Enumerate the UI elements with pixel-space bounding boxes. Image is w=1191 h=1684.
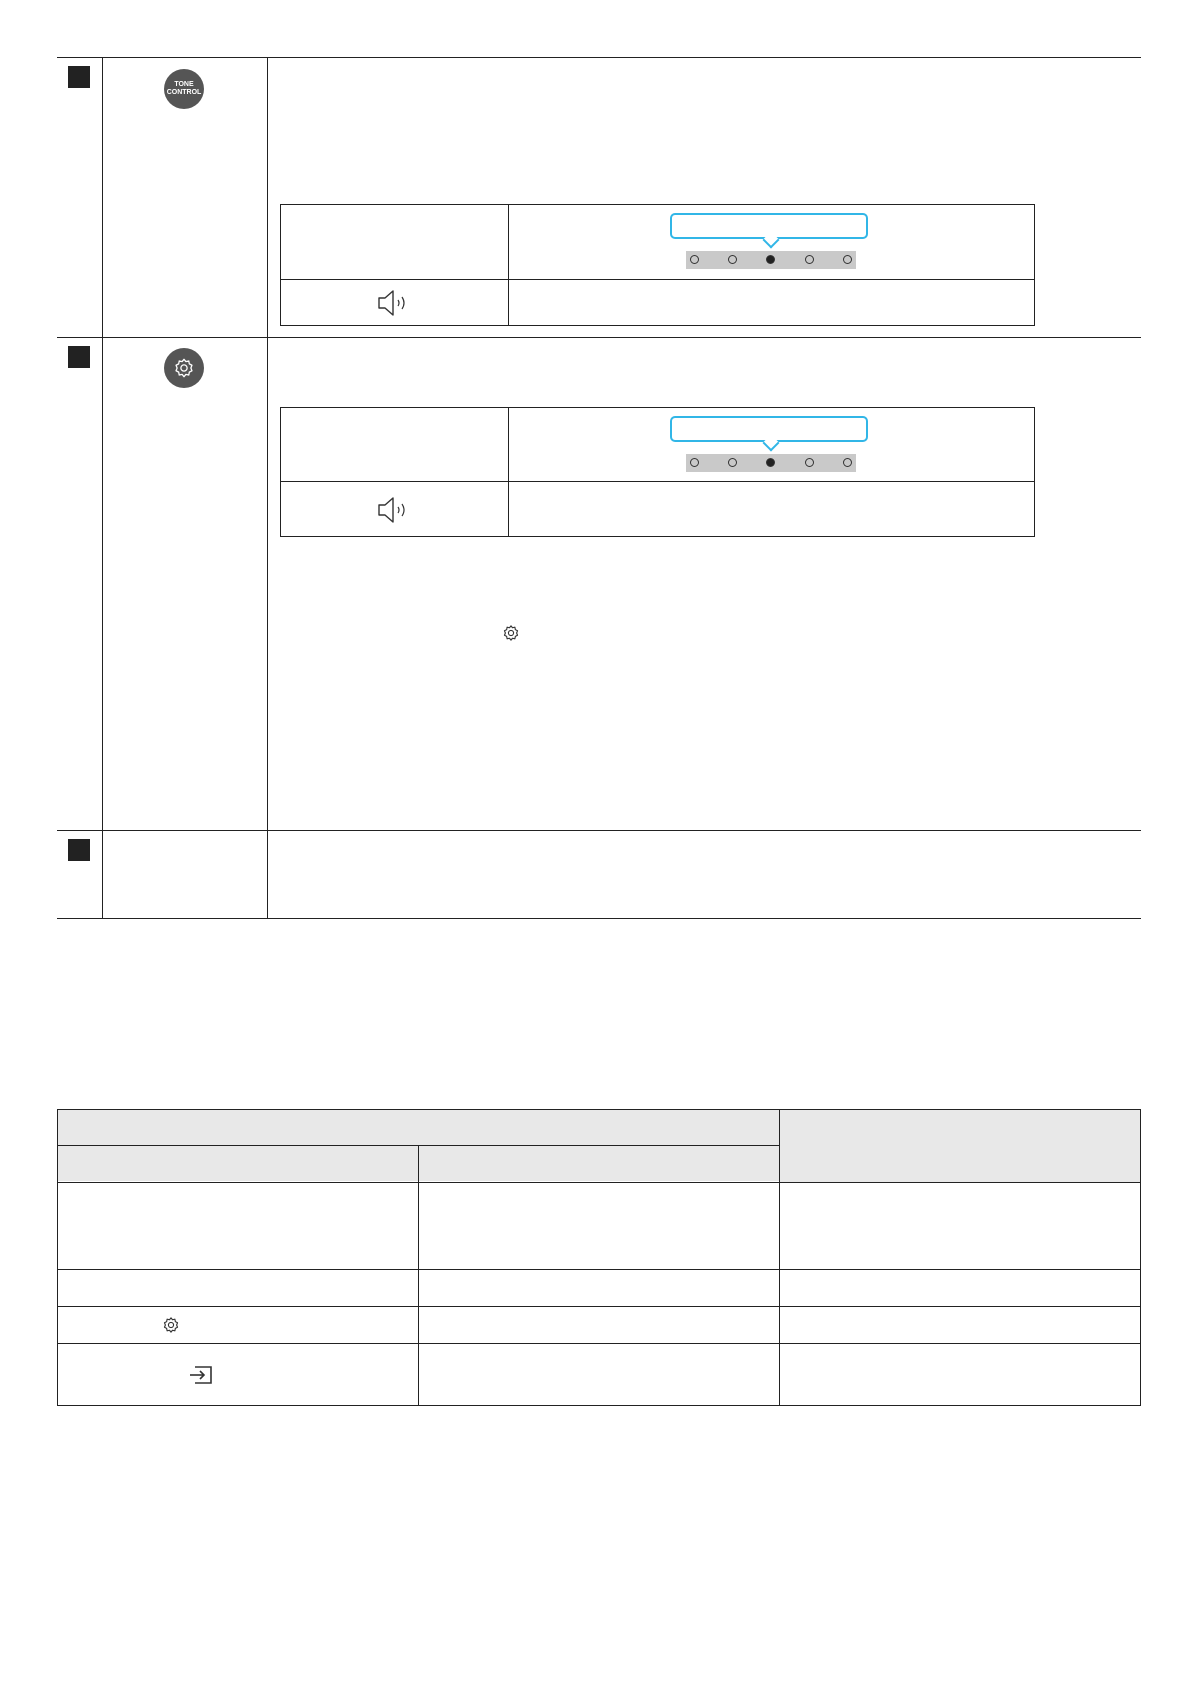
column-divider [1140, 1109, 1141, 1406]
row-divider [57, 1269, 1141, 1270]
level-dot [843, 458, 852, 467]
tone-control-label: CONTROL [166, 89, 202, 96]
osd-illustration [280, 407, 1035, 537]
gear-icon [502, 624, 520, 642]
source-input-icon [188, 1365, 214, 1385]
osd-column-divider [508, 408, 509, 536]
row-marker [68, 839, 90, 861]
column-divider [267, 57, 268, 919]
row-divider [57, 57, 1141, 58]
row-divider [57, 1405, 1141, 1406]
level-dot [805, 255, 814, 264]
row-marker [68, 346, 90, 368]
speaker-icon [377, 496, 413, 524]
speaker-icon [377, 289, 413, 317]
osd-column-divider [508, 205, 509, 325]
level-indicator [686, 454, 856, 472]
level-dot-active [766, 255, 775, 264]
feature-table [57, 57, 1141, 919]
header-shade [779, 1109, 1141, 1182]
row-divider [57, 337, 1141, 338]
row-divider [57, 1182, 1141, 1183]
osd-row [281, 408, 1034, 482]
column-divider [102, 57, 103, 919]
row-divider [57, 1343, 1141, 1344]
row-divider [57, 918, 1141, 919]
row-divider [57, 1306, 1141, 1307]
level-indicator [686, 251, 856, 269]
level-dot-active [766, 458, 775, 467]
level-dot [843, 255, 852, 264]
gear-icon [173, 357, 195, 379]
level-dot [728, 255, 737, 264]
column-divider [57, 1109, 58, 1406]
tone-control-button[interactable] [164, 69, 204, 109]
osd-illustration [280, 204, 1035, 326]
tone-control-label: TONE [174, 81, 194, 88]
column-divider [418, 1145, 419, 1406]
gear-icon [162, 1316, 180, 1334]
row-divider [57, 1109, 1141, 1110]
level-dot [728, 458, 737, 467]
column-divider [779, 1109, 780, 1406]
row-divider [57, 830, 1141, 831]
level-dot [690, 255, 699, 264]
settings-button[interactable] [164, 348, 204, 388]
osd-row [281, 205, 1034, 280]
row-marker [68, 66, 90, 88]
level-dot [690, 458, 699, 467]
summary-table [57, 1109, 1141, 1406]
level-dot [805, 458, 814, 467]
